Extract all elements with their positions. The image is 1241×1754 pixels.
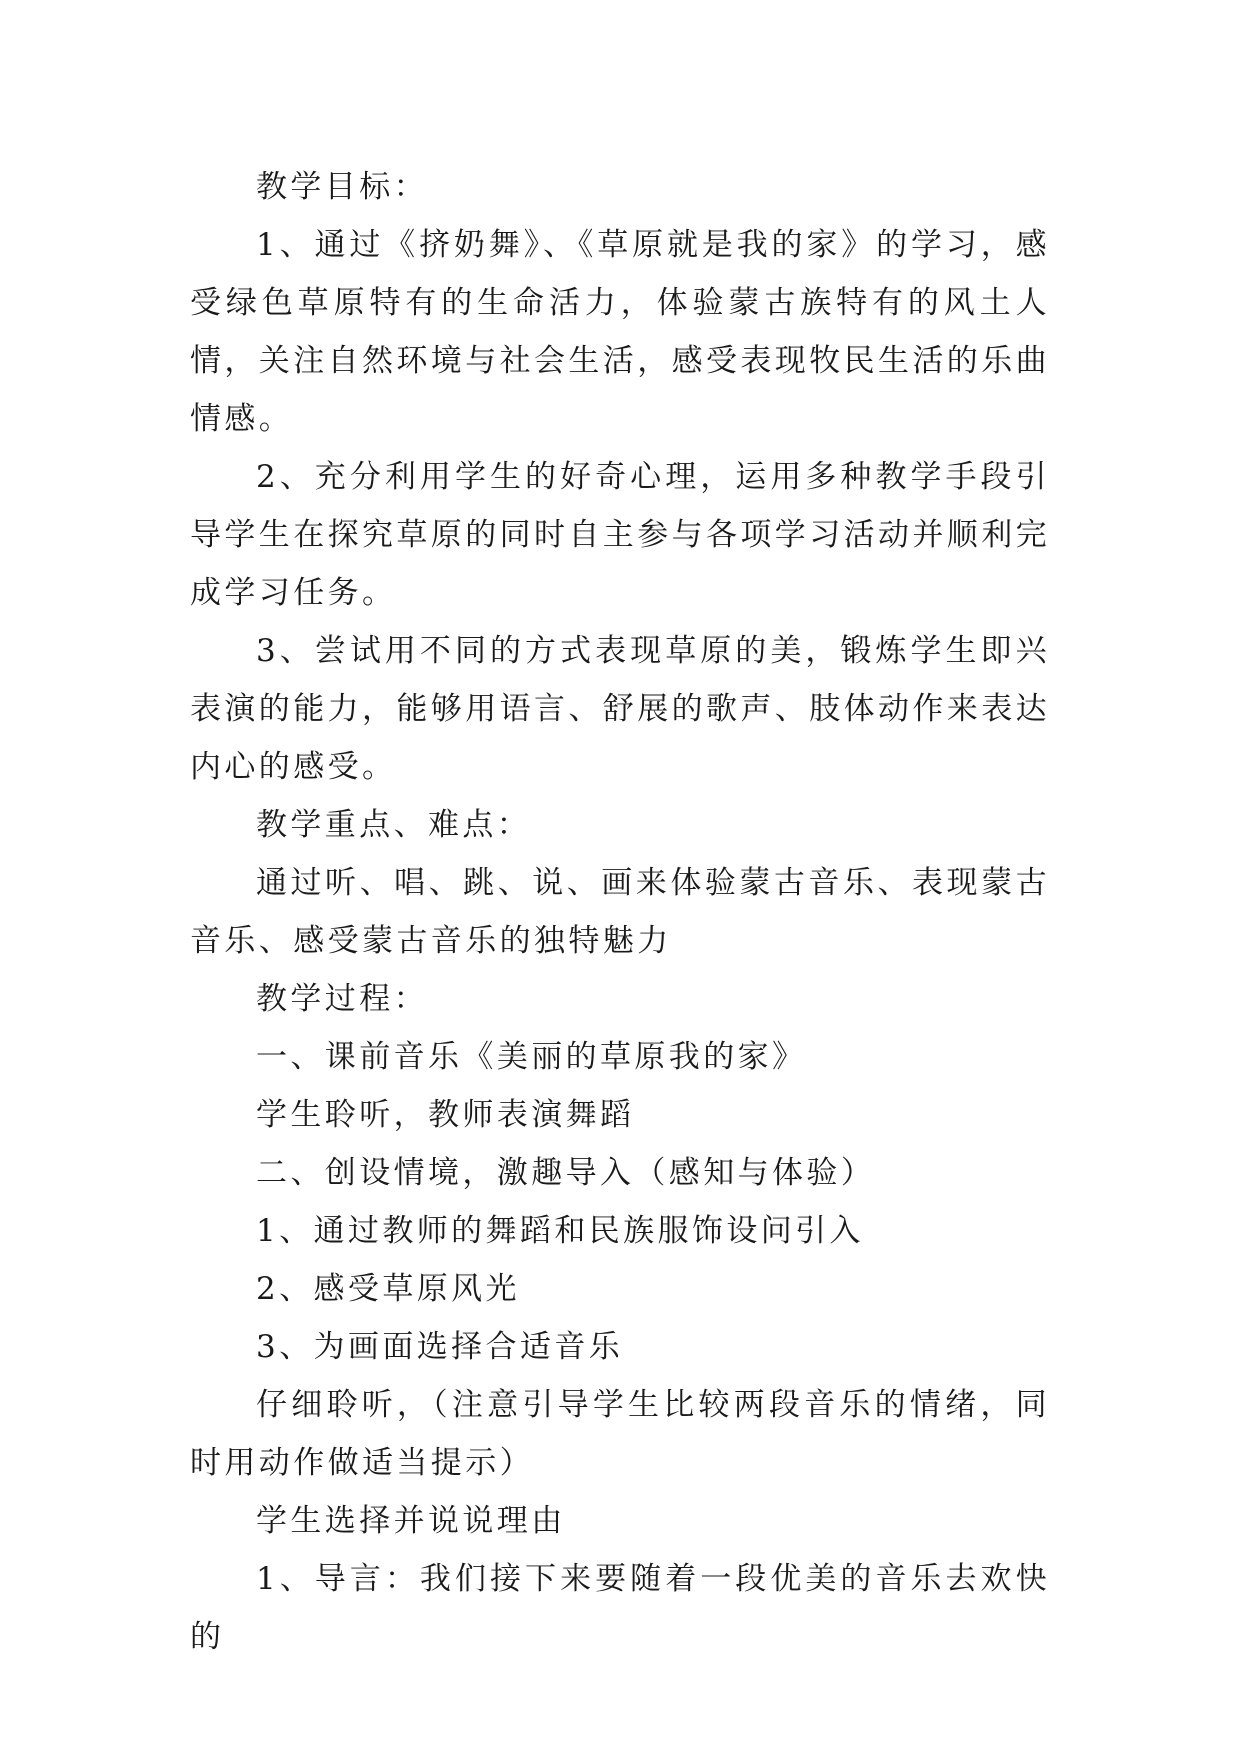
- student-choice: 学生选择并说说理由: [256, 1503, 566, 1539]
- listening-note: 仔细聆听，（注意引导学生比较两段音乐的情绪，同时用动作做适当提示）: [190, 1387, 1050, 1481]
- goal-item-3: 3、尝试用不同的方式表现草原的美，锻炼学生即兴表演的能力，能够用语言、舒展的歌声、肢体动作来表达内心的感受。: [190, 633, 1050, 785]
- introduction-text: 1、导言：我们接下来要随着一段优美的音乐去欢快的: [190, 1561, 1050, 1655]
- goal-item-1: 1、通过《挤奶舞》、《草原就是我的家》的学习，感受绿色草原特有的生命活力，体验蒙古族特有的风土人情，关注自然环境与社会生活，感受表现牧民生活的乐曲情感。: [190, 227, 1050, 437]
- key-points-text: 通过听、唱、跳、说、画来体验蒙古音乐、表现蒙古音乐、感受蒙古音乐的独特魅力: [190, 865, 1050, 959]
- process-step-1-detail: 学生聆听，教师表演舞蹈: [256, 1097, 635, 1133]
- process-step-2: 二、创设情境，激趣导入（感知与体验）: [256, 1155, 876, 1191]
- process-substep-3: 3、为画面选择合适音乐: [256, 1329, 624, 1365]
- process-step-1: 一、课前音乐《美丽的草原我的家》: [256, 1039, 807, 1075]
- heading-key-points: 教学重点、难点：: [256, 807, 532, 843]
- document-body: [190, 158, 1050, 1666]
- process-substep-2: 2、感受草原风光: [256, 1271, 520, 1307]
- goal-item-2: 2、充分利用学生的好奇心理，运用多种教学手段引导学生在探究草原的同时自主参与各项学习活动并顺利完成学习任务。: [190, 459, 1050, 611]
- process-substep-1: 1、通过教师的舞蹈和民族服饰设问引入: [256, 1213, 864, 1249]
- heading-teaching-process: 教学过程：: [256, 981, 428, 1017]
- heading-teaching-goals: 教学目标：: [256, 169, 428, 205]
